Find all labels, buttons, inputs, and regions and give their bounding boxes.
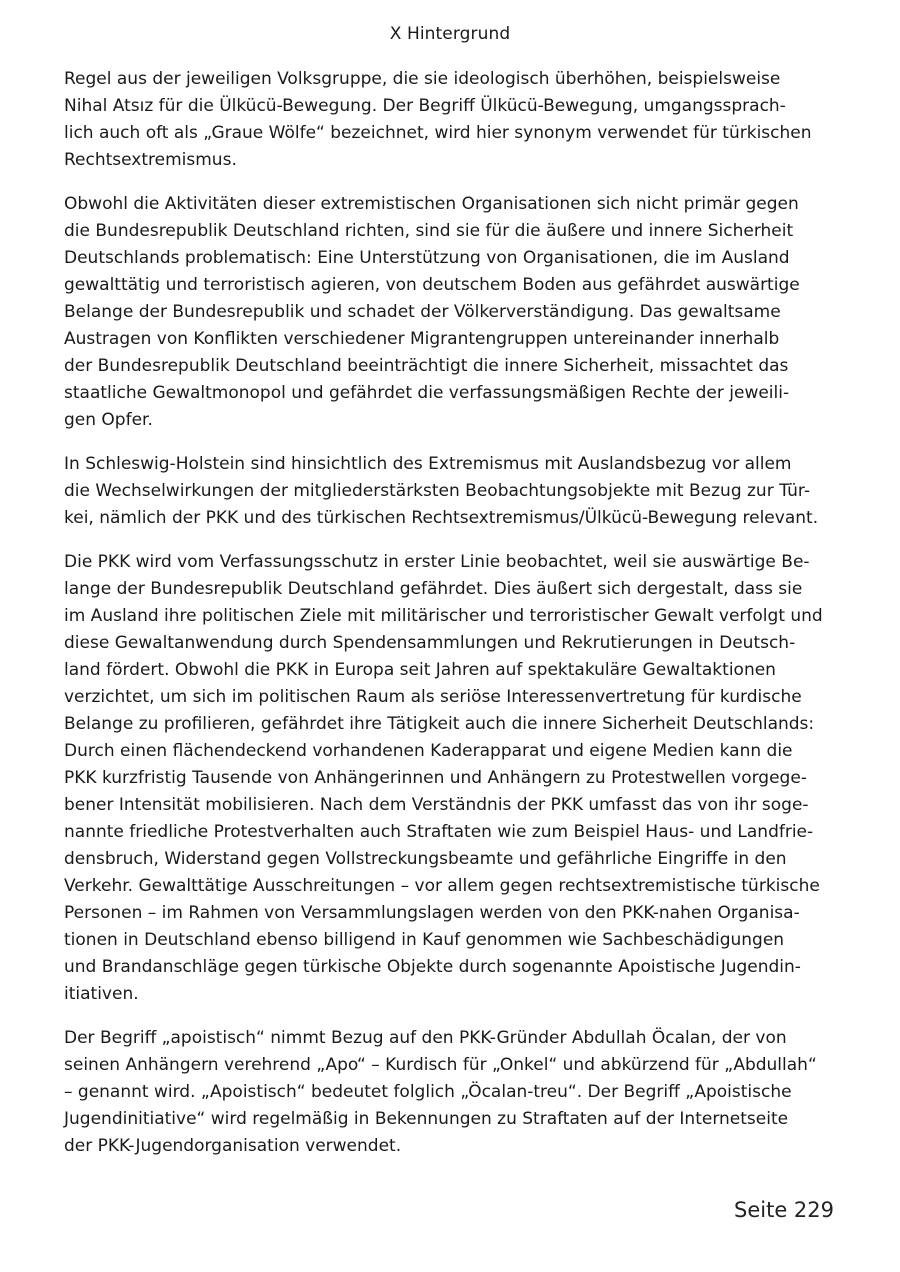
document-body (64, 66, 823, 1177)
text-line: Verkehr. Gewalttätige Ausschreitungen – vor allem gegen rechtsextremistische türkische (64, 876, 820, 896)
text-line: lich auch oft als „Graue Wölfe“ bezeichnet, wird hier synonym verwendet für türkischen (64, 123, 812, 143)
text-line: und Brandanschläge gegen türkische Objekte durch sogenannte Apoistische Jugendin- (64, 957, 801, 977)
text-line: der Bundesrepublik Deutschland beeinträchtigt die innere Sicherheit, missachtet das (64, 356, 789, 376)
text-line: In Schleswig-Holstein sind hinsichtlich des Extremismus mit Auslandsbezug vor allem (64, 454, 792, 474)
text-line: Jugendinitiative“ wird regelmäßig in Bekennungen zu Straftaten auf der Internetseite (64, 1109, 789, 1129)
text-line: Austragen von Konflikten verschiedener Migrantengruppen untereinander innerhalb (64, 329, 780, 349)
text-line: die Bundesrepublik Deutschland richten, sind sie für die äußere und innere Sicherheit (64, 221, 794, 241)
paragraph-2 (64, 191, 800, 434)
text-line: im Ausland ihre politischen Ziele mit militärischer und terroristischer Gewalt verfolgt und (64, 606, 823, 626)
text-line: gewalttätig und terroristisch agieren, von deutschem Boden aus gefährdet auswärtige (64, 275, 800, 295)
text-line: lange der Bundesrepublik Deutschland gefährdet. Dies äußert sich dergestalt, dass sie (64, 579, 803, 599)
text-line: Regel aus der jeweiligen Volksgruppe, die sie ideologisch überhöhen, beispielsweise (64, 69, 781, 89)
paragraph-4 (64, 549, 823, 1008)
text-line: itiativen. (64, 984, 139, 1004)
text-line: Rechtsextremismus. (64, 150, 237, 170)
text-line: land fördert. Obwohl die PKK in Europa seit Jahren auf spektakuläre Gewaltaktionen (64, 660, 776, 680)
text-line: der PKK-Jugendorganisation verwendet. (64, 1136, 402, 1156)
paragraph-3 (64, 451, 819, 532)
text-line: staatliche Gewaltmonopol und gefährdet die verfassungsmäßigen Rechte der jeweili- (64, 383, 790, 403)
text-line: die Wechselwirkungen der mitgliederstärksten Beobachtungsobjekte mit Bezug zur Tür- (64, 481, 810, 501)
text-line: diese Gewaltanwendung durch Spendensammlungen und Rekrutierungen in Deutsch- (64, 633, 796, 653)
text-line: Personen – im Rahmen von Versammlungslagen werden von den PKK-nahen Organisa- (64, 903, 800, 923)
paragraph-5 (64, 1025, 817, 1160)
text-line: Der Begriff „apoistisch“ nimmt Bezug auf den PKK-Gründer Abdullah Öcalan, der von (64, 1028, 787, 1048)
text-line: Durch einen flächendeckend vorhandenen Kaderapparat und eigene Medien kann die (64, 741, 793, 761)
text-line: gen Opfer. (64, 410, 153, 430)
text-line: kei, nämlich der PKK und des türkischen Rechtsextremismus/Ülkücü-Bewegung relevant. (64, 508, 819, 528)
page-number: Seite 229 (734, 1198, 834, 1222)
text-line: Nihal Atsız für die Ülkücü-Bewegung. Der Begriff Ülkücü-Bewegung, umgangssprach- (64, 96, 786, 116)
paragraph-1 (64, 66, 812, 174)
text-line: bener Intensität mobilisieren. Nach dem Verständnis der PKK umfasst das von ihr soge- (64, 795, 809, 815)
text-line: tionen in Deutschland ebenso billigend in Kauf genommen wie Sachbeschädigungen (64, 930, 785, 950)
text-line: Belange zu profilieren, gefährdet ihre Tätigkeit auch die innere Sicherheit Deutschlands: (64, 714, 815, 734)
text-line: nannte friedliche Protestverhalten auch Straftaten wie zum Beispiel Haus- und Landfrie- (64, 822, 814, 842)
text-line: Deutschlands problematisch: Eine Unterstützung von Organisationen, die im Ausland (64, 248, 790, 268)
page-title: X Hintergrund (389, 24, 511, 44)
text-line: Obwohl die Aktivitäten dieser extremistischen Organisationen sich nicht primär gegen (64, 194, 799, 214)
text-line: verzichtet, um sich im politischen Raum als seriöse Interessenvertretung für kurdische (64, 687, 802, 707)
text-line: Die PKK wird vom Verfassungsschutz in erster Linie beobachtet, weil sie auswärtige Be- (64, 552, 810, 572)
text-line: densbruch, Widerstand gegen Vollstreckungsbeamte und gefährliche Eingriffe in den (64, 849, 787, 869)
text-line: Belange der Bundesrepublik und schadet der Völkerverständigung. Das gewaltsame (64, 302, 781, 322)
text-line: seinen Anhängern verehrend „Apo“ – Kurdisch für „Onkel“ und abkürzend für „Abdullah“ (64, 1055, 817, 1075)
text-line: – genannt wird. „Apoistisch“ bedeutet folglich „Öcalan-treu“. Der Begriff „Apoistische (64, 1082, 792, 1102)
text-line: PKK kurzfristig Tausende von Anhängerinnen und Anhängern zu Protestwellen vorgege- (64, 768, 807, 788)
